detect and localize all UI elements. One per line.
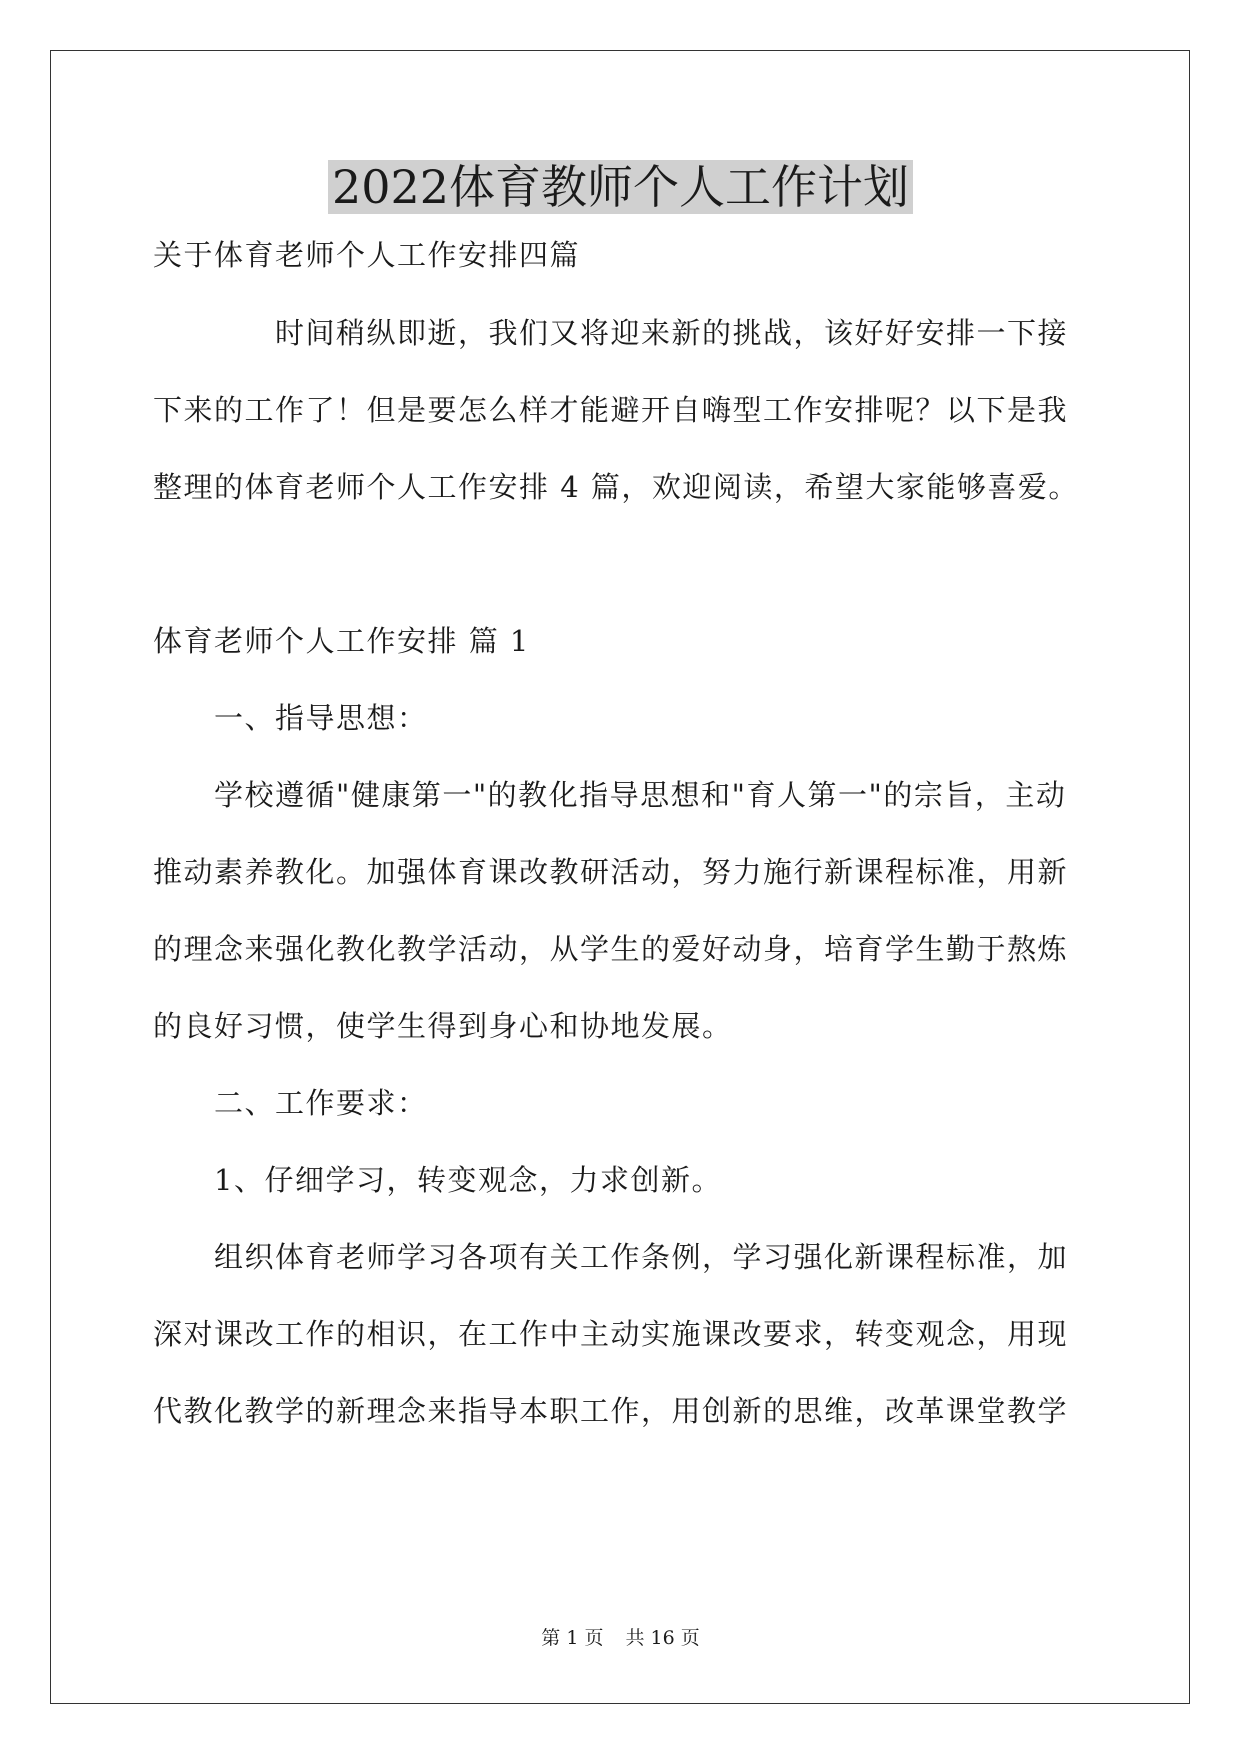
page-number: 第 1 页 bbox=[541, 1627, 604, 1649]
body-line: 推动素养教化。加强体育课改教研活动，努力施行新课程标准，用新 bbox=[153, 855, 1069, 889]
body-line: 的良好习惯，使学生得到身心和协地发展。 bbox=[153, 1009, 733, 1043]
document-title-text: 2022体育教师个人工作计划 bbox=[328, 160, 913, 214]
body-line: 代教化教学的新理念来指导本职工作，用创新的思维，改革课堂教学 bbox=[153, 1394, 1069, 1428]
body-line: 下来的工作了！但是要怎么样才能避开自嗨型工作安排呢？以下是我 bbox=[153, 393, 1069, 427]
document-title bbox=[0, 157, 1241, 217]
body-line: 1、仔细学习，转变观念，力求创新。 bbox=[153, 1163, 722, 1197]
section-heading: 体育老师个人工作安排 篇 1 bbox=[153, 624, 530, 658]
body-line: 组织体育老师学习各项有关工作条例，学习强化新课程标准，加 bbox=[153, 1240, 1069, 1274]
body-line: 的理念来强化教化教学活动，从学生的爱好动身，培育学生勤于熬炼 bbox=[153, 932, 1069, 966]
body-line: 一、指导思想： bbox=[153, 701, 428, 735]
body-line: 二、工作要求： bbox=[153, 1086, 428, 1120]
page-total: 共 16 页 bbox=[625, 1627, 700, 1649]
body-line: 学校遵循"健康第一"的教化指导思想和"育人第一"的宗旨，主动 bbox=[153, 778, 1067, 812]
subtitle-line: 关于体育老师个人工作安排四篇 bbox=[153, 238, 581, 272]
body-line: 整理的体育老师个人工作安排 4 篇，欢迎阅读，希望大家能够喜爱。 bbox=[153, 470, 1079, 504]
page-footer bbox=[0, 1626, 1241, 1650]
body-line: 时间稍纵即逝，我们又将迎来新的挑战，该好好安排一下接 bbox=[153, 316, 1069, 350]
body-line: 深对课改工作的相识，在工作中主动实施课改要求，转变观念，用现 bbox=[153, 1317, 1069, 1351]
